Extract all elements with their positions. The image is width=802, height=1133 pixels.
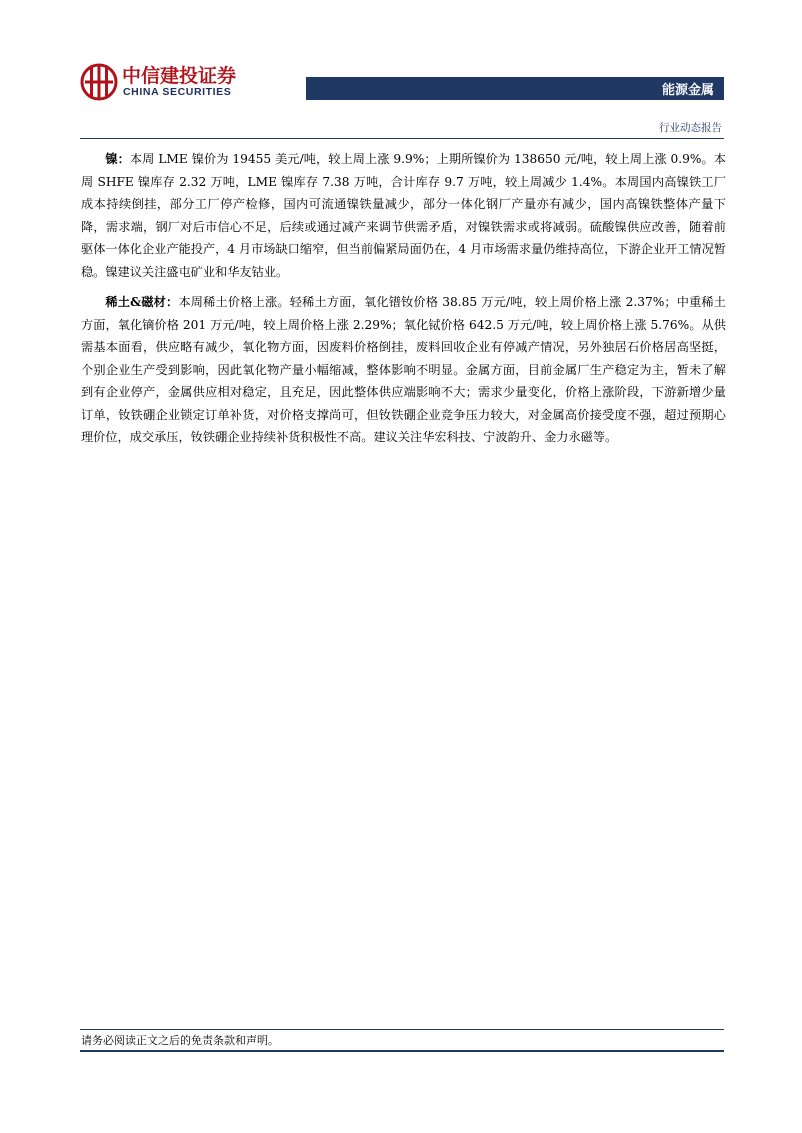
paragraph-nickel bbox=[81, 148, 726, 283]
logo-chinese-name: 中信建投证券 bbox=[122, 65, 237, 87]
footer-divider-top bbox=[80, 1029, 724, 1030]
logo-english-name: CHINA SECURITIES bbox=[123, 86, 232, 98]
company-logo-mark-icon bbox=[80, 61, 118, 103]
paragraph-body: 本周稀土价格上涨。轻稀土方面，氧化镨钕价格 38.85 万元/吨，较上周价格上涨 2.37%；中重稀土方面，氧化镝价格 201 万元/吨，较上周价格上涨 2.29%；氧化铽价格 642.5 万元/吨，较上周价格上涨 5.76%。从供需基本面看，供应略有减少，氧化物方面，因废料价格倒挂，废料回收企业有停减产情况，另外独居石价格居高坚挺，个别企业生产受到影响，因此氧化物产量小幅缩减，整体影响不明显。金属方面，目前金属厂生产稳定为主，暂未了解到有企业停产，金属供应相对稳定，且充足，因此整体供应端影响不大；需求少量变化，价格上涨阶段，下游新增少量订单，钕铁硼企业锁定订单补货，对价格支撑尚可，但钕铁硼企业竞争压力较大，对金属高价接受度不强，超过预期心理价位，成交承压，钕铁硼企业持续补货积极性不高。建议关注华宏科技、宁波韵升、金力永磁等。 bbox=[81, 295, 726, 444]
section-label: 能源金属 bbox=[661, 83, 714, 98]
footer-disclaimer: 请务必阅读正文之后的免责条款和声明。 bbox=[81, 1034, 279, 1047]
paragraph-rare-earth bbox=[81, 291, 726, 449]
section-header-bar bbox=[306, 77, 724, 100]
paragraph-lead: 镍： bbox=[105, 152, 130, 166]
footer-divider-bottom bbox=[80, 1050, 724, 1052]
paragraph-lead: 稀土&磁材： bbox=[105, 295, 179, 309]
report-type: 行业动态报告 bbox=[659, 122, 722, 134]
company-logo bbox=[80, 61, 256, 103]
paragraph-body: 本周 LME 镍价为 19455 美元/吨，较上周上涨 9.9%；上期所镍价为 138650 元/吨，较上周上涨 0.9%。本周 SHFE 镍库存 2.32 万吨，LME 镍库存 7.38 万吨，合计库存 9.7 万吨，较上周减少 1.4%。本周国内高镍铁工厂成本持续倒挂，部分工厂停产检修，国内可流通镍铁量减少，部分一体化钢厂产量亦有减少，国内高镍铁整体产量下降，需求端，钢厂对后市信心不足，后续或通过减产来调节供需矛盾，对镍铁需求或将减弱。硫酸镍供应改善，随着前驱体一体化企业产能投产，4 月市场缺口缩窄，但当前偏紧局面仍在，4 月市场需求量仍维持高位，下游企业开工情况暂稳。镍建议关注盛屯矿业和华友钴业。 bbox=[81, 152, 726, 279]
header-divider bbox=[80, 138, 724, 139]
